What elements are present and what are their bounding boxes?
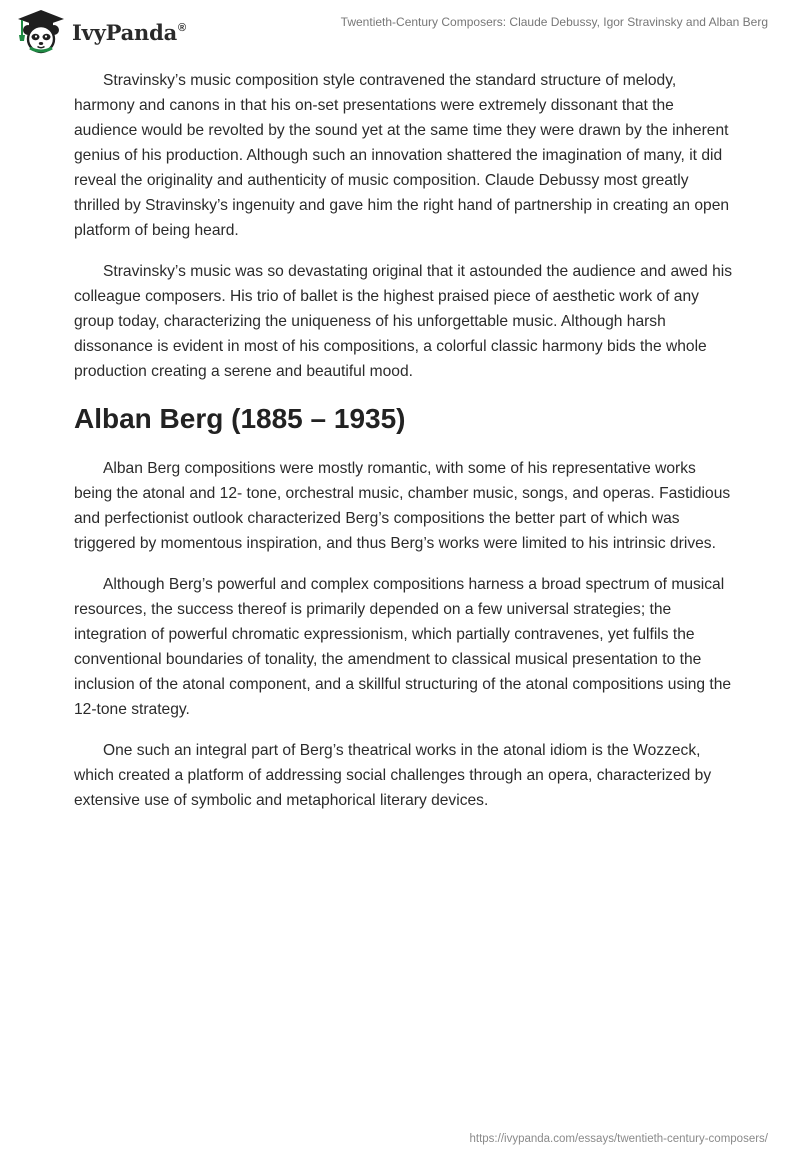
paragraph-stravinsky-style: Stravinsky’s music composition style contravened the standard structure of melody, harmony and canons in that his on-set presentations were extremely dissonant that the audience would be revolted by the sound yet at the same time they were drawn by the inherent genius of his production. Although such an innovation shattered the imagination of many, it did reveal the originality and authenticity of music composition. Claude Debussy most greatly thrilled by Stravinsky’s ingenuity and gave him the right hand of partnership in creating an open platform of being heard. — [74, 72, 730, 239]
logo-registered-mark: ® — [178, 21, 186, 34]
paragraph-berg-wozzeck: One such an integral part of Berg’s theatrical works in the atonal idiom is the Wozzeck, which created a platform of addressing social challenges through an opera, characterized by extensive use of symbolic and metaphorical literary devices. — [74, 742, 712, 809]
document-title: Twentieth-Century Composers: Claude Debussy, Igor Stravinsky and Alban Berg — [340, 15, 768, 29]
logo-brand: IvyPanda — [72, 19, 178, 45]
source-url[interactable]: https://ivypanda.com/essays/twentieth-century-composers/ — [469, 1133, 768, 1145]
panda-graduate-icon — [14, 8, 68, 54]
section-heading-alban-berg: Alban Berg (1885 – 1935) — [74, 403, 406, 434]
paragraph-stravinsky-originality: Stravinsky’s music was so devastating original that it astounded the audience and awed his colleague composers. His trio of ballet is the highest praised piece of aesthetic work of any group today, characterizing the uniqueness of his unforgettable music. Although harsh dissonance is evident in most of his compositions, a colorful classic harmony bids the whole production creating a serene and beautiful mood. — [74, 263, 733, 380]
essay-content — [74, 68, 734, 829]
paragraph-berg-compositions: Alban Berg compositions were mostly romantic, with some of his representative works being the atonal and 12- tone, orchestral music, chamber music, songs, and operas. Fastidious and perfectionist outlook characterized Berg’s compositions the better part of which was triggered by momentous inspiration, and thus Berg’s works were limited to his intrinsic drives. — [74, 460, 731, 552]
logo-wordmark — [72, 20, 186, 45]
paragraph-berg-strategies: Although Berg’s powerful and complex compositions harness a broad spectrum of musical resources, the success thereof is primarily depended on a few universal strategies; the integration of powerful chromatic expressionism, which partially contravenes, yet fulfils the conventional boundaries of tonality, the amendment to classical musical presentation to the inclusion of the atonal component, and a skillful structuring of the atonal compositions using the 12-tone strategy. — [74, 576, 732, 718]
page-header — [0, 0, 800, 60]
ivypanda-logo[interactable] — [14, 8, 186, 54]
